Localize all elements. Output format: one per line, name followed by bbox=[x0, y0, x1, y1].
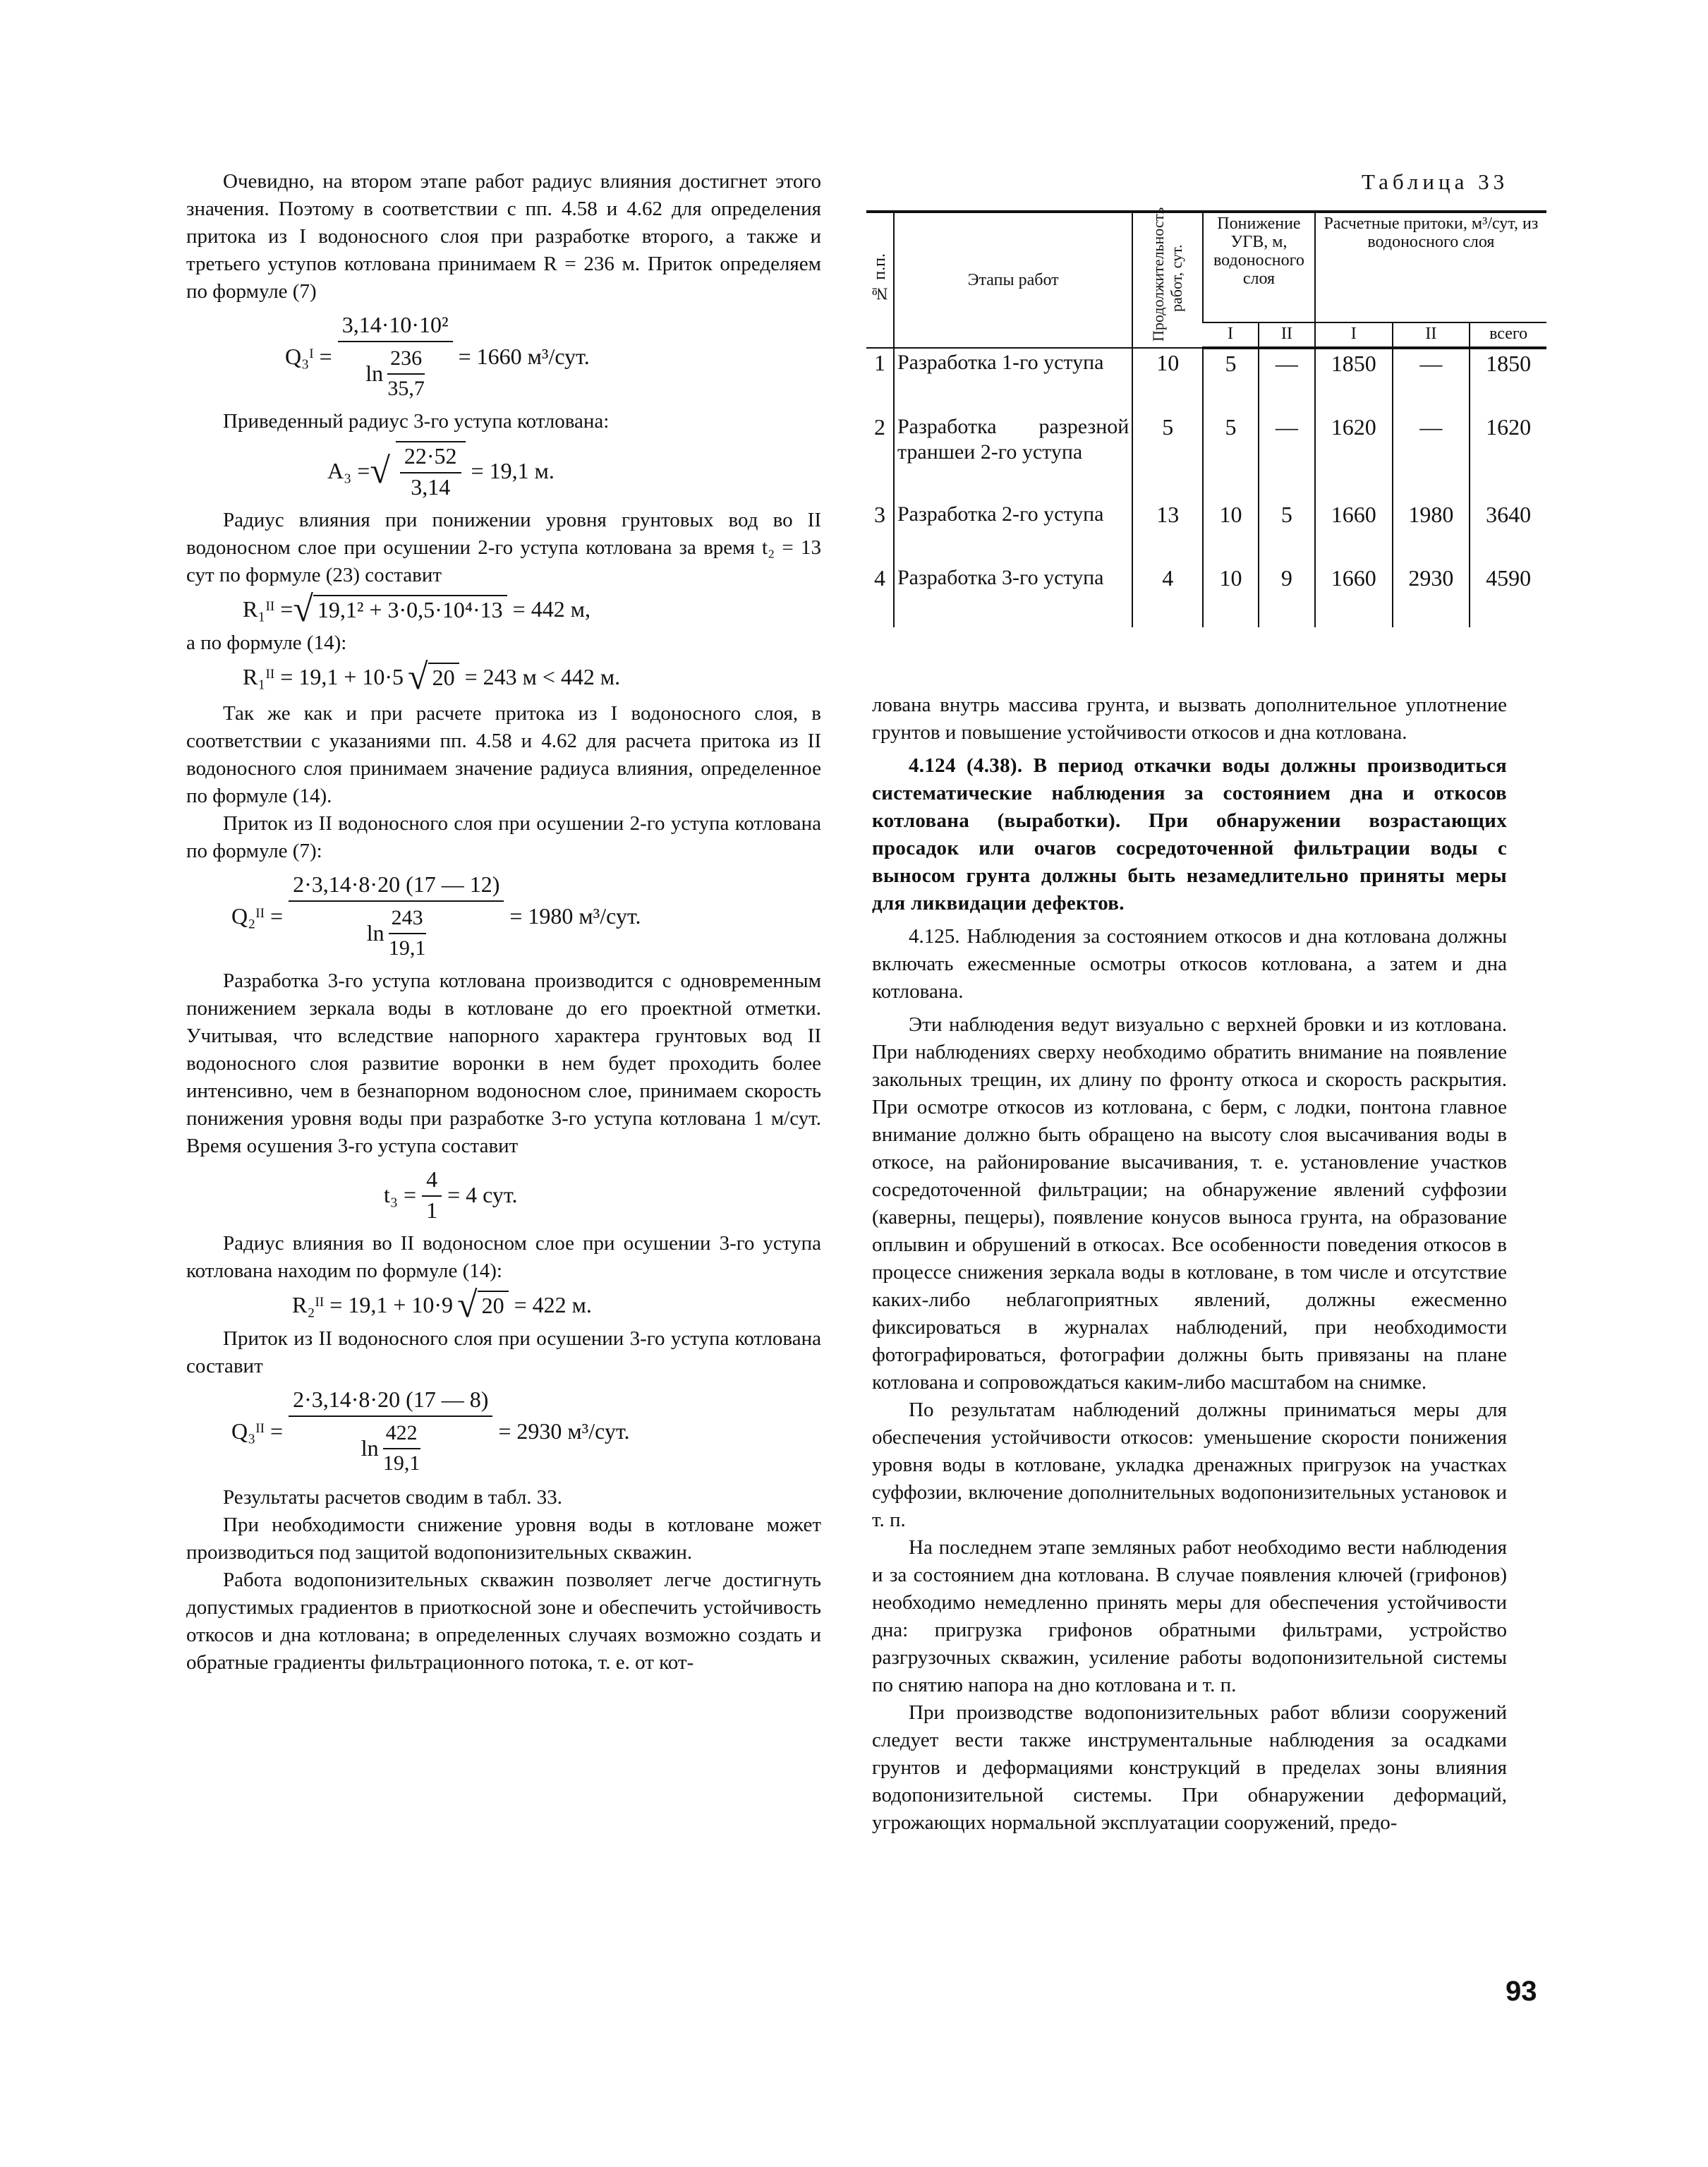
table-row: 2 Разработка разрезной траншеи 2-го уступа 5 5 — 1620 — 1620 bbox=[866, 413, 1546, 500]
paragraph: Результаты расчетов сводим в табл. 33. bbox=[223, 1486, 563, 1509]
paragraph: Разработка 3-го уступа котлована производится с одновременным понижением зеркала воды в котловане до его проектной отметки. Учитывая, что вследствие напорного характера грунтовых вод II водоносного слоя развитие воронки в нем будет проходить более интенсивно, чем в безнапорном водоносном слое, принимаем скорость понижения уровня воды при разработке 3-го уступа котлована 1 м/сут. Время осушения 3-го уступа составит bbox=[186, 970, 821, 1157]
paragraph: На последнем этапе земляных работ необходимо вести наблюдения и за состоянием дна котлована. В случае появления ключей (грифонов) необходимо немедленно принять меры для обеспечения устойчивости дна: пригрузка грифонов обратными фильтрами, устройство разгрузочных скважин, усиление работы водопонизительной системы по снятию напора на дно котлована и т. п. bbox=[872, 1536, 1507, 1696]
formula-r2-ii: R₂ᴵᴵ = 19,1 + 10·9 √ 20 = 422 м. bbox=[292, 1284, 592, 1325]
paragraph: Эти наблюдения ведут визуально с верхней бровки и из котлована. При наблюдениях сверху необходимо обратить внимание на появление закольных трещин, их длину по фронту откоса и скорость раскрытия. При осмотре откосов из котлована, с берм, с лодки, понтона главное внимание должно быть обращено на высоту слоя высачивания воды в откосе, на районирование высачивания, т. е. установление участков сосредоточенной фильтрации; на обнаружение явлений суффозии (каверны, пещеры), появление конусов выноса грунта, на образование оплывин и обрушений в откосах. Все особенности поведения откосов в процессе снижения зеркала воды в котловане, в том числе и отсутствие каких-либо неблагоприятных явлений, должны ежесменно фиксироваться в журналах наблюдений, при необходимости фотографироваться, фотографии должны быть привязаны на плане котлована и сопровождаться каким-либо масштабом на снимке. bbox=[872, 1013, 1507, 1394]
table-row: 4 Разработка 3-го уступа 4 10 9 1660 2930 4590 bbox=[866, 564, 1546, 627]
header-sub-ii: II bbox=[1393, 322, 1470, 348]
formula-a3: A₃ = √ $\frac{22\cdot 52}{3,14}$ = 19,1 м. bbox=[327, 441, 821, 501]
formula-q2-ii: Q₂ᴵᴵ = 2·3,14·8·20 (17 — 12) ln $\frac{243}{19,1}$ = 1980 м³/сут. bbox=[231, 871, 641, 960]
header-stage: Этапы работ bbox=[894, 212, 1132, 348]
paragraph: Радиус влияния во II водоносном слое при осушении 3-го уступа котлована находим по формуле (14): bbox=[186, 1232, 821, 1282]
header-lowering: Понижение УГВ, м, водоносного слоя bbox=[1203, 212, 1315, 322]
page-number: 93 bbox=[1506, 1976, 1537, 2007]
paragraph: При необходимости снижение уровня воды в котловане может производиться под защитой водопонизительных скважин. bbox=[186, 1514, 821, 1564]
paragraph: Очевидно, на втором этапе работ радиус влияния достигнет этого значения. Поэтому в соответствии с пп. 4.58 и 4.62 для определения притока из I водоносного слоя при разработке второго, а также и третьего уступов котлована принимаем R = 236 м. Приток определяем по формуле (7) bbox=[186, 170, 821, 303]
paragraph: лована внутрь массива грунта, и вызвать дополнительное уплотнение грунтов и повышение устойчивости откосов и дна котлована. bbox=[872, 694, 1507, 744]
right-column bbox=[872, 692, 1507, 1837]
formula-r1-ii-23: R₁ᴵᴵ = √ 19,1² + 3·0,5·10⁴·13 = 442 м, bbox=[243, 588, 590, 629]
paragraph: При производстве водопонизительных работ вблизи сооружений следует вести также инструментальные наблюдения за осадками грунтов и деформациями конструкций в пределах зоны влияния водопонизительной системы. При обнаружении деформаций, угрожающих нормальной эксплуатации сооружений, предо- bbox=[872, 1701, 1507, 1834]
header-sub-total: всего bbox=[1470, 322, 1546, 348]
header-num: № п.п. bbox=[866, 212, 894, 348]
formula-q3-ii: Q₃ᴵᴵ = 2·3,14·8·20 (17 — 8) ln $\frac{422}{19,1}$ = 2930 м³/сут. bbox=[231, 1387, 630, 1475]
header-duration: Продолжительность работ, сут. bbox=[1132, 212, 1203, 348]
formula-q3-i: Q₃ᴵ = 3,14·10·10² ln $\frac{236}{35,7}$ = 1660 м³/сут. bbox=[285, 312, 590, 400]
paragraph: По результатам наблюдений должны приниматься меры для обеспечения устойчивости откосов: уменьшение скорости понижения уровня воды в котловане, укладка дренажных пригрузок на участках суффозии, включение дополнительных водопонизительных установок и т. п. bbox=[872, 1399, 1507, 1531]
paragraph: 4.125. Наблюдения за состоянием откосов и дна котлована должны включать ежесменные осмотры откосов котлована, а затем и дна котлована. bbox=[872, 925, 1507, 1003]
header-sub-i: I bbox=[1203, 322, 1259, 348]
header-sub-ii: II bbox=[1259, 322, 1315, 348]
left-column bbox=[186, 168, 821, 1677]
header-inflow: Расчетные притоки, м³/сут, из водоносного слоя bbox=[1315, 212, 1546, 322]
table-33 bbox=[866, 207, 1546, 627]
paragraph: Приток из II водоносного слоя при осушении 2-го уступа котлована по формуле (7): bbox=[186, 812, 821, 862]
paragraph: Радиус влияния при понижении уровня грунтовых вод во II водоносном слое при осушении 2-го уступа котлована за время t₂ = 13 сут по формуле (23) составит bbox=[186, 509, 821, 586]
paragraph: 4.124 (4.38). В период откачки воды должны производиться систематические наблюдения за состоянием дна и откосов котлована (выработки). При обнаружении возрастающих просадок или очагов сосредоточенной фильтрации воды с выносом грунта должны быть незамедлительно приняты меры для ликвидации дефектов. bbox=[872, 754, 1507, 915]
paragraph: Приток из II водоносного слоя при осушении 3-го уступа котлована составит bbox=[186, 1327, 821, 1377]
table-row: 1 Разработка 1-го уступа 10 5 — 1850 — 1850 bbox=[866, 348, 1546, 413]
table-caption: Таблица 33 bbox=[1362, 169, 1509, 194]
table-row: 3 Разработка 2-го уступа 13 10 5 1660 1980 3640 bbox=[866, 500, 1546, 564]
paragraph: Так же как и при расчете притока из I водоносного слоя, в соответствии с указаниями пп. 4.58 и 4.62 для расчета притока из II водоносного слоя принимаем значение радиуса влияния, определенное по формуле (14). bbox=[186, 702, 821, 807]
paragraph: Работа водопонизительных скважин позволяет легче достигнуть допустимых градиентов в приоткосной зоне и обеспечить устойчивость откосов и дна котлована; в определенных случаях возможно создать и обратные градиенты фильтрационного потока, т. е. от кот- bbox=[186, 1569, 821, 1674]
formula-r1-ii-14: R₁ᴵᴵ = 19,1 + 10·5 √ 20 = 243 м < 442 м. bbox=[243, 656, 621, 697]
paragraph: Приведенный радиус 3-го уступа котлована: bbox=[223, 410, 610, 433]
paragraph: а по формуле (14): bbox=[186, 632, 347, 654]
header-sub-i: I bbox=[1315, 322, 1393, 348]
formula-t3: t₃ = $\frac{4}{1}$ = 4 сут. bbox=[384, 1166, 518, 1223]
